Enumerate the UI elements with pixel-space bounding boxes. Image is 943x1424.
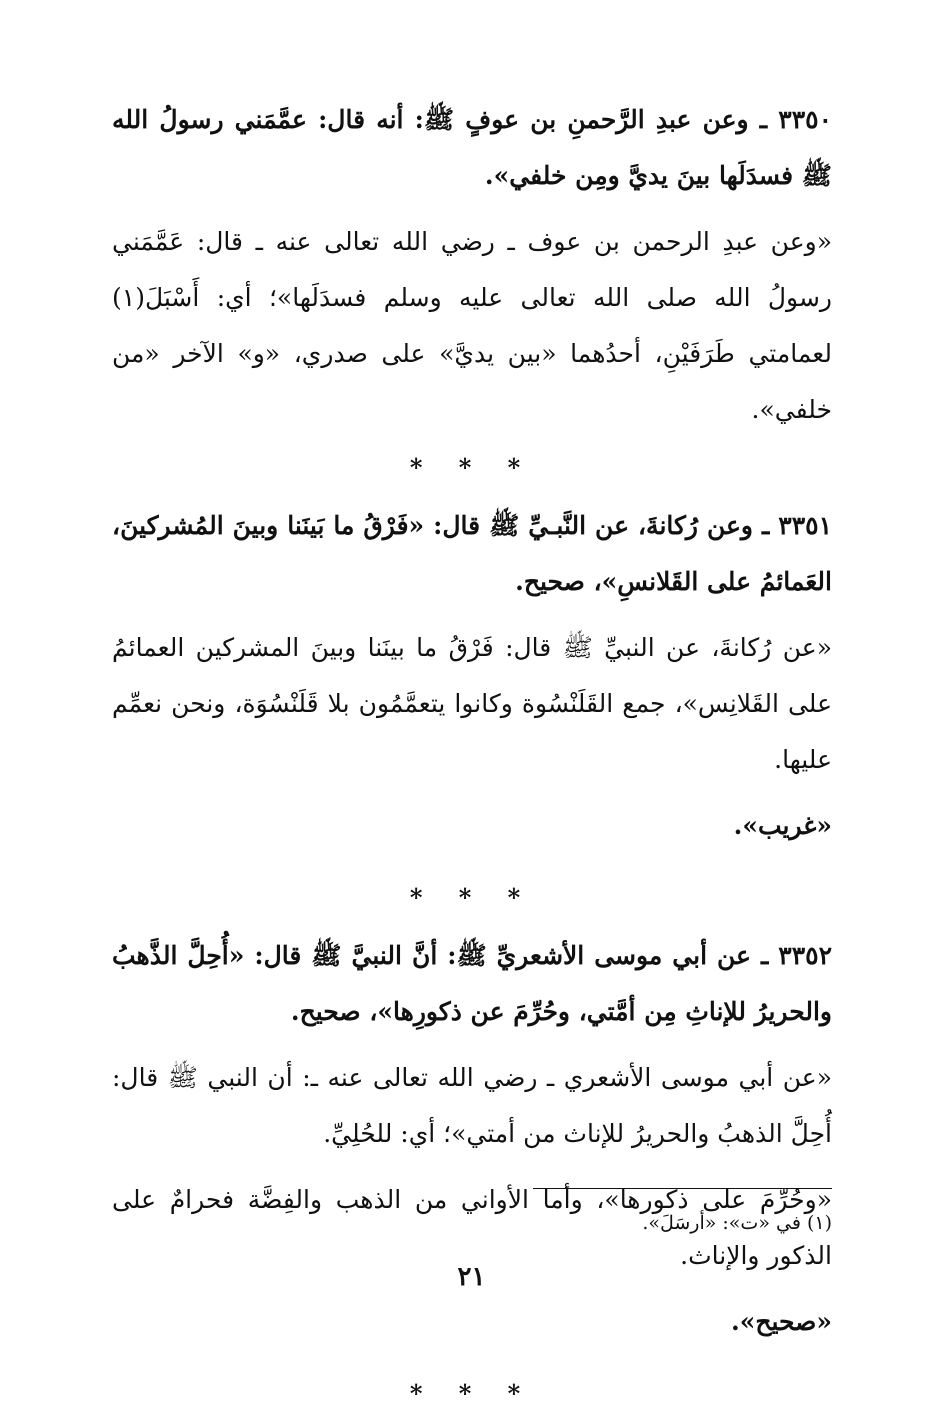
section-separator: * * * [409,1379,535,1408]
hadith-3352: ٣٣٥٢ ـ عن أبي موسى الأشعريِّ ﷺ: أنَّ النبيَّ ﷺ قال: «أُحِلَّ الذَّهبُ والحريرُ للإناثِ مِن أمَّتي، وحُرِّمَ عن ذكورِها»، صحيح. [112,941,832,1026]
grade-3352: «صحيح». [730,1307,832,1336]
grade-3351: «غريب». [733,811,832,840]
section-separator: * * * [409,453,535,482]
commentary-3352: «عن أبي موسى الأشعري ـ رضي الله تعالى عنه ـ: أن النبي ﷺ قال: أُحِلَّ الذهبُ والحريرُ للإناث من أمتي»؛ أي: للحُلِيِّ. [112,1063,832,1148]
commentary-3351: «عن رُكانةَ، عن النبيِّ ﷺ قال: فَرْقُ ما بينَنا وبينَ المشركين العمائمُ على القَلانِس»، جمع القَلَنْسُوة وكانوا يتعمَّمُون بلا قَلَنْسُوَة، ونحن نعمِّم عليها. [112,633,832,774]
hadith-3350: ٣٣٥٠ ـ وعن عبدِ الرَّحمنِ بن عوفٍ ﷺ: أنه قال: عمَّمَني رسولُ الله ﷺ فسدَلَها بينَ يديَّ ومِن خلفي». [112,105,832,190]
section-separator: * * * [409,883,535,912]
commentary-3350: «وعن عبدِ الرحمن بن عوف ـ رضي الله تعالى عنه ـ قال: عَمَّمَني رسولُ الله صلى الله تعالى عليه وسلم فسدَلَها»؛ أي: أَسْبَلَ(١) لعمامتي طَرَفَيْنِ، أحدُهما «بين يديَّ» على صدري، «و» الآخر «من خلفي». [112,227,832,424]
hadith-3351: ٣٣٥١ ـ وعن رُكانةَ، عن النَّبـيِّ ﷺ قال: «فَرْقُ ما بَينَنا وبينَ المُشركينَ، العَمائمُ على القَلانسِ»، صحيح. [112,511,832,596]
footnote-divider [533,1188,832,1189]
page-number: ٢١ [457,1262,486,1292]
commentary-3352-continued: «وحُرِّمَ على ذكورها»، وأما الأواني من الذهب والفِضَّة فحرامٌ على الذكور والإناث. [112,1185,832,1270]
footnote: (١) في «ت»: «أرسَلَ». [642,1212,832,1234]
